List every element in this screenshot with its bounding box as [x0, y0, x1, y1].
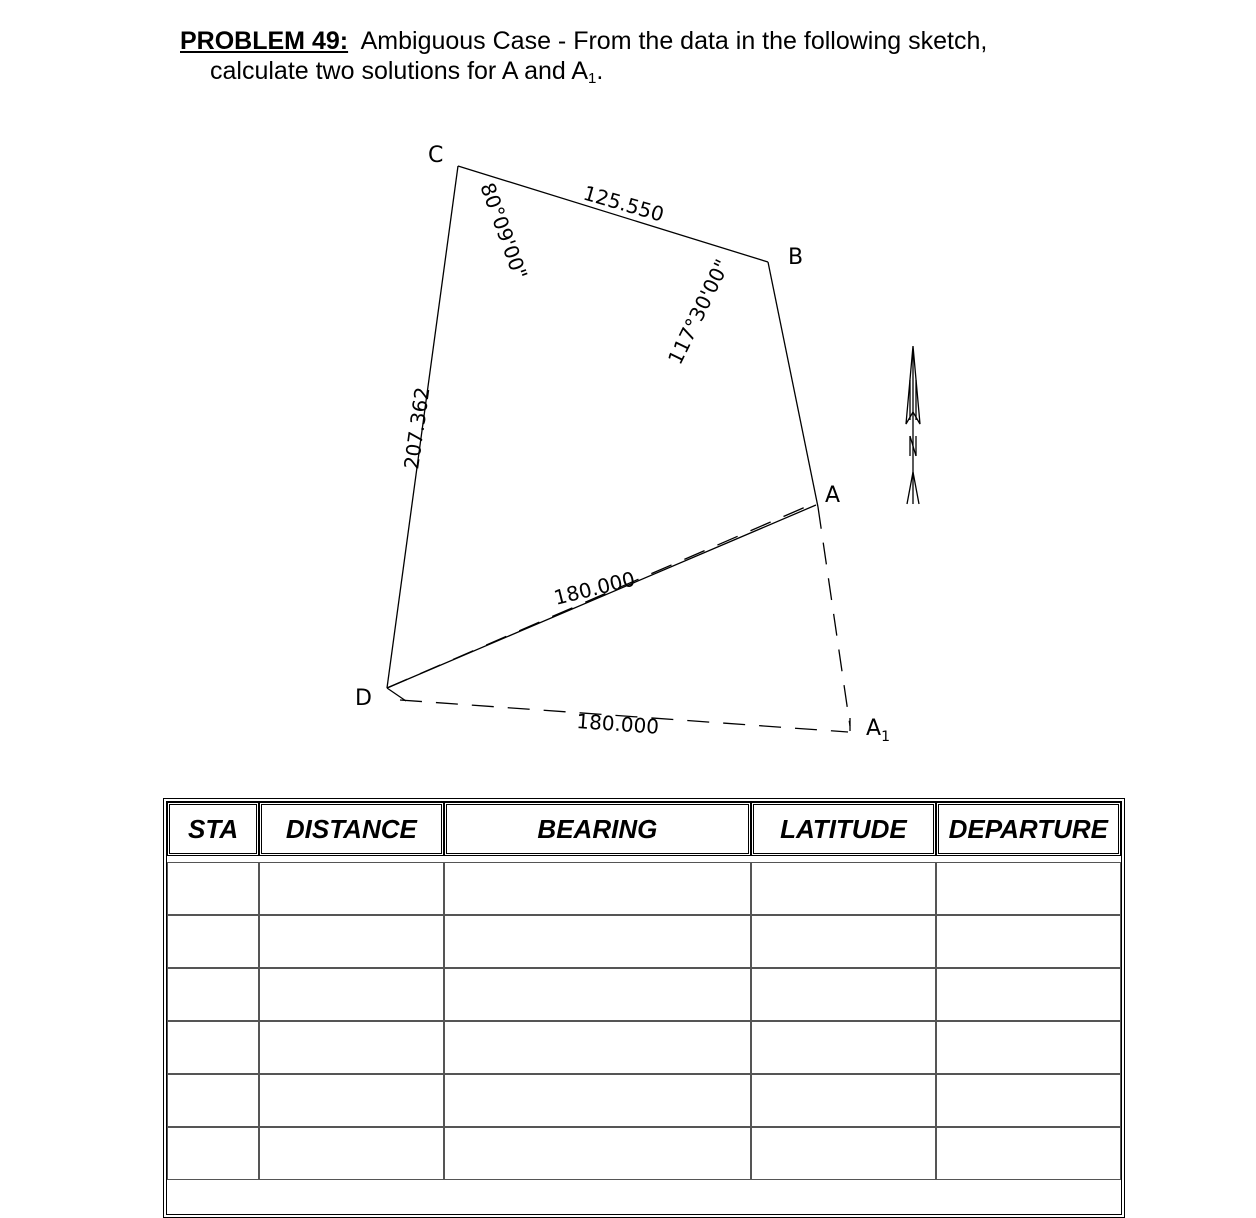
- cell-latitude[interactable]: [751, 862, 935, 915]
- cell-distance[interactable]: [259, 915, 443, 968]
- traverse-table: [163, 798, 1125, 1218]
- angle-b: 117°30'00": [662, 255, 735, 369]
- north-arrow-icon: [906, 346, 920, 504]
- header-departure: DEPARTURE: [936, 802, 1121, 856]
- table-row: [167, 862, 1121, 915]
- cell-sta[interactable]: [167, 968, 259, 1021]
- cell-departure[interactable]: [936, 968, 1121, 1021]
- line-ba: [768, 262, 818, 507]
- cell-bearing[interactable]: [444, 1127, 752, 1180]
- point-c-label: C: [428, 143, 444, 168]
- cell-sta[interactable]: [167, 1074, 259, 1127]
- cell-bearing[interactable]: [444, 968, 752, 1021]
- header-bearing: BEARING: [444, 802, 752, 856]
- cell-departure[interactable]: [936, 1021, 1121, 1074]
- table-header-row: [167, 802, 1121, 856]
- cell-bearing[interactable]: [444, 1021, 752, 1074]
- distance-da: 180.000: [551, 566, 638, 610]
- point-d-label: D: [355, 686, 372, 711]
- cell-departure[interactable]: [936, 915, 1121, 968]
- cell-latitude[interactable]: [751, 1127, 935, 1180]
- point-a1-label: $A_1$: [866, 716, 890, 745]
- problem-subscript: 1: [588, 70, 597, 87]
- cell-sta[interactable]: [167, 862, 259, 915]
- cell-bearing[interactable]: [444, 1074, 752, 1127]
- cell-sta[interactable]: [167, 1021, 259, 1074]
- cell-distance[interactable]: [259, 862, 443, 915]
- header-distance: DISTANCE: [259, 802, 443, 856]
- cell-distance[interactable]: [259, 1127, 443, 1180]
- cell-distance[interactable]: [259, 1074, 443, 1127]
- cell-departure[interactable]: [936, 862, 1121, 915]
- cell-distance[interactable]: [259, 1021, 443, 1074]
- distance-dc: 207.362: [399, 385, 435, 471]
- distance-da1: 180.000: [575, 709, 660, 739]
- cell-bearing[interactable]: [444, 862, 752, 915]
- point-a-label: A: [825, 483, 841, 508]
- cell-departure[interactable]: [936, 1074, 1121, 1127]
- cell-latitude[interactable]: [751, 1021, 935, 1074]
- table-row: [167, 1127, 1121, 1180]
- point-b-label: B: [788, 245, 804, 270]
- table-row: [167, 915, 1121, 968]
- table-row: [167, 1074, 1121, 1127]
- cell-departure[interactable]: [936, 1127, 1121, 1180]
- problem-text-end: .: [596, 57, 604, 85]
- distance-cb: 125.550: [580, 180, 667, 227]
- cell-distance[interactable]: [259, 968, 443, 1021]
- line-aa1-dashed: [818, 507, 850, 726]
- cell-latitude[interactable]: [751, 1074, 935, 1127]
- header-latitude: LATITUDE: [751, 802, 935, 856]
- line-d-tick: [387, 688, 406, 701]
- cell-bearing[interactable]: [444, 915, 752, 968]
- angle-c: 80°09'00": [475, 179, 533, 283]
- table-row: [167, 968, 1121, 1021]
- header-sta: STA: [167, 802, 259, 856]
- table-row: [167, 1021, 1121, 1074]
- cell-latitude[interactable]: [751, 968, 935, 1021]
- problem-label: PROBLEM 49:: [180, 27, 349, 55]
- problem-text-1: Ambiguous Case - From the data in the following sketch,: [360, 27, 988, 55]
- cell-sta[interactable]: [167, 1127, 259, 1180]
- cell-latitude[interactable]: [751, 915, 935, 968]
- problem-text-2: calculate two solutions for A and A: [210, 57, 589, 85]
- cell-sta[interactable]: [167, 915, 259, 968]
